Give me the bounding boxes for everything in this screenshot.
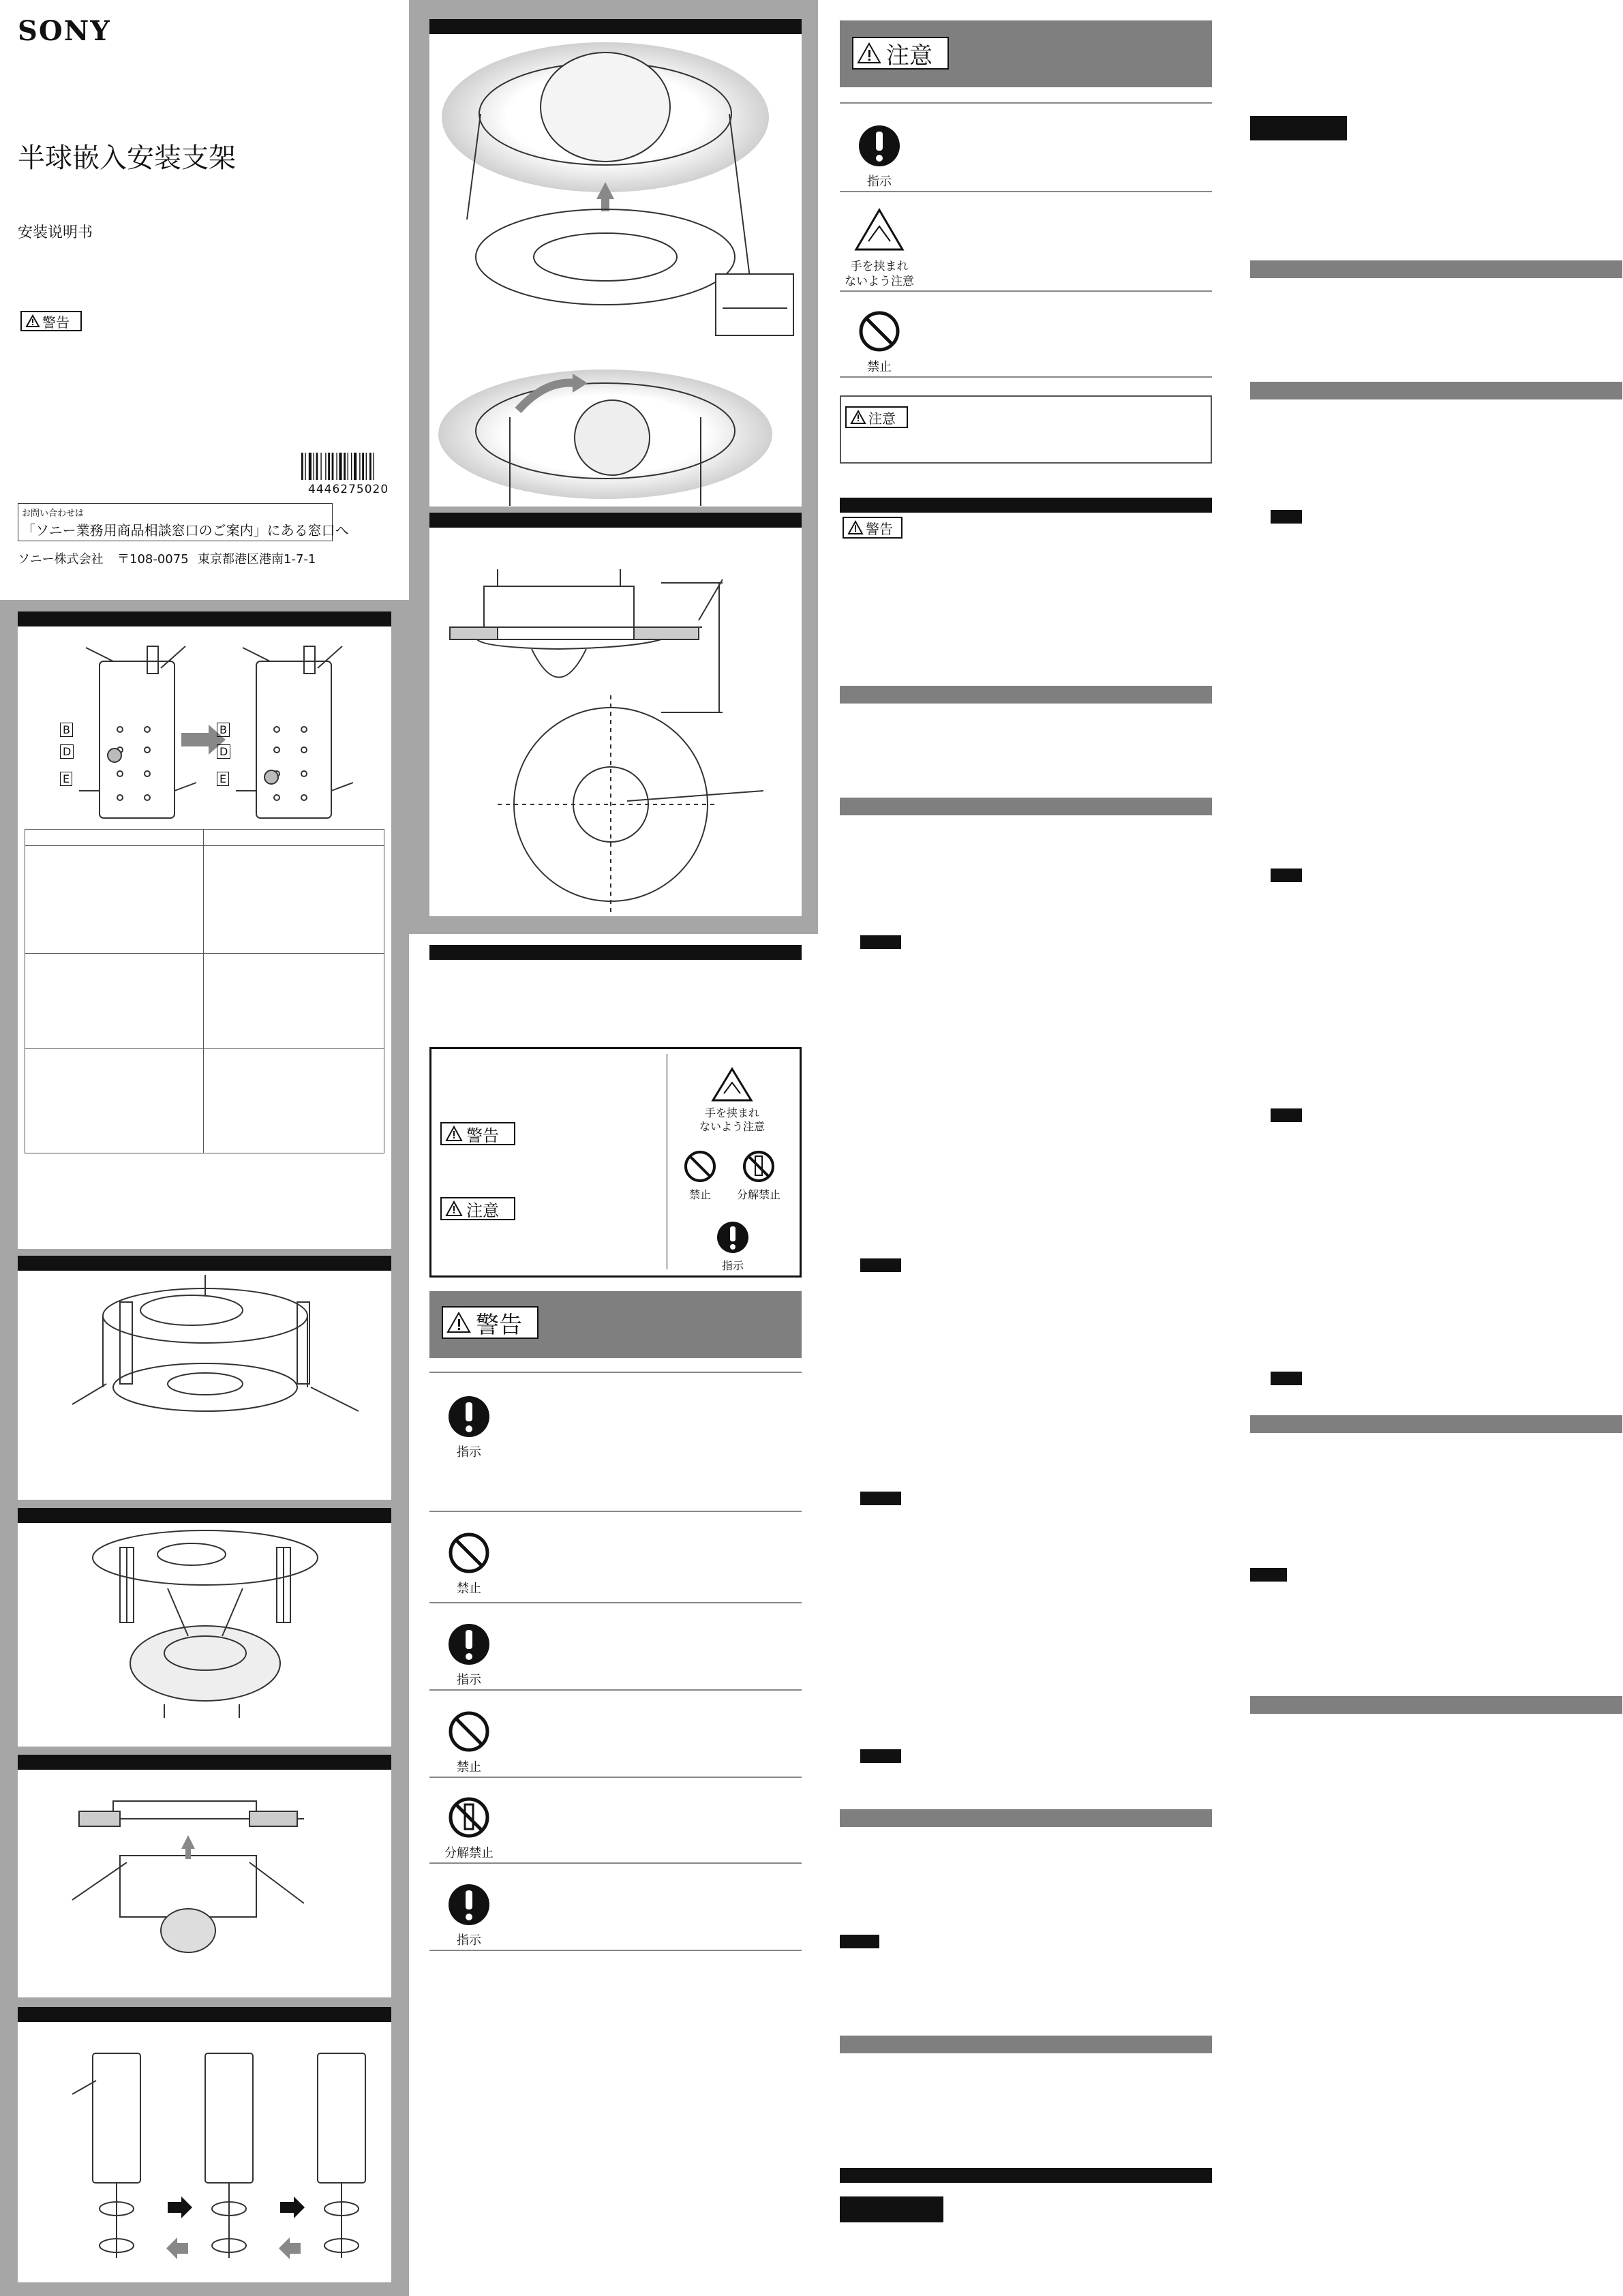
legend-pinch-line1: 手を挟まれ [705,1106,760,1119]
label-d-right: D [217,744,230,759]
warning-section-label: 警告 [476,1311,522,1339]
table-row-divider [25,953,384,954]
table-header-row [25,845,384,846]
ceiling-insert-diagram [18,1774,391,1992]
step-tag [840,1935,879,1948]
label-b-left: B [60,723,73,737]
warning-item6-label: 指示 [457,1933,481,1948]
specification-table [25,829,384,1153]
section-warning-badge [843,517,902,539]
divider [429,1372,802,1373]
warning-triangle-icon [447,1312,470,1333]
caution-item2-line2: ないよう注意 [845,275,914,288]
section-bar-gray [1250,382,1622,399]
dimensions-diagram [429,532,802,913]
step-tag [1271,510,1302,524]
step-tag [1271,868,1302,882]
label-e-right: E [217,772,229,786]
legend-prohibited-label: 禁止 [688,1188,711,1201]
step-tag [1271,1108,1302,1122]
step-tag [860,935,901,949]
warning-item5-label: 分解禁止 [444,1846,494,1860]
label-e-left: E [60,772,72,786]
section-bar-symbols [429,945,802,960]
mount-ring-diagram [18,1275,391,1493]
document-title: 半球嵌入安装支架 [18,142,236,174]
divider [429,1777,802,1778]
warning-triangle-icon [858,43,881,63]
company-address: 東京都港区港南1-7-1 [198,552,316,567]
caution-section-label: 注意 [886,42,932,70]
cover-warning-label: 警告 [42,314,70,331]
divider [429,1511,802,1512]
step-tag [860,1492,901,1505]
table-row-divider [25,1048,384,1049]
dome-cover-diagram [429,35,802,506]
caution-note-label: 注意 [868,410,896,427]
section-bar-gray [840,798,1212,815]
divider [429,1862,802,1864]
brand-logo: SONY [18,15,111,47]
warning-triangle-icon [848,521,863,534]
camera-attach-diagram [18,1527,391,1745]
figure-panel-dimensions-header [429,513,802,528]
section-warning-label: 警告 [866,520,893,537]
divider [840,376,1212,378]
bracket-plate-diagram [18,634,391,839]
prohibited-icon [858,309,901,353]
figure-panel-plates-header [18,611,391,626]
prohibited-icon [683,1149,717,1183]
label-b-right: B [217,723,230,737]
section-bar-gray [840,686,1212,704]
warning-section-badge [442,1306,539,1339]
caution-item1-label: 指示 [867,175,892,189]
divider [840,290,1212,292]
warning-item4-label: 禁止 [457,1760,481,1774]
pinch-hazard-icon [855,209,904,251]
step-tag [860,1258,901,1272]
divider [429,1950,802,1951]
table-column-divider [203,829,204,1153]
prohibited-icon [447,1531,491,1575]
legend-pinch-line2: ないよう注意 [699,1120,765,1133]
company-name: ソニー株式会社 [18,552,104,567]
legend-caution-label: 注意 [466,1200,499,1220]
warning-item1-label: 指示 [457,1445,481,1460]
section-bar [840,2168,1212,2183]
legend-warning-label: 警告 [466,1126,499,1145]
instruction-icon [447,1395,491,1438]
step-tag [1250,1568,1287,1582]
label-d-left: D [60,744,74,759]
section-tag-large [1250,116,1347,140]
clamp-steps-diagram [18,2026,391,2285]
barcode-number: 4446275020 [308,483,389,496]
figure-panel-clamp-steps-header [18,2007,391,2022]
section-bar-gray [1250,1415,1622,1433]
instruction-icon [447,1622,491,1666]
disassembly-prohibited-icon [447,1796,491,1839]
instruction-icon [447,1883,491,1927]
instruction-icon [716,1220,750,1254]
legend-caution-badge [440,1197,515,1220]
figure-panel-mount-ring-header [18,1256,391,1271]
divider [840,191,1212,192]
disassembly-prohibited-icon [742,1149,776,1183]
warning-triangle-icon [851,410,866,424]
warning-triangle-icon [26,315,40,327]
inquiry-main: 「ソニー業務用商品相談窓口のご案内」にある窓口へ [22,522,349,539]
figure-panel-camera-attach-header [18,1508,391,1523]
legend-instruction-label: 指示 [721,1259,744,1272]
warning-triangle-icon [446,1126,462,1141]
caution-note-badge [845,406,908,428]
pinch-hazard-icon [712,1068,753,1102]
section-bar-gray [840,2036,1212,2053]
step-tag [860,1749,901,1763]
barcode [301,453,390,480]
warning-item3-label: 指示 [457,1673,481,1687]
section-bar-gray [1250,1696,1622,1714]
prohibited-icon [447,1710,491,1753]
figure-panel-dome-cover-header [429,19,802,34]
step-tag [1271,1372,1302,1385]
inquiry-small: お問い合わせは [22,509,85,519]
caution-item3-label: 禁止 [867,360,892,374]
legend-warning-badge [440,1122,515,1145]
warning-triangle-icon [446,1201,462,1216]
legend-disassembly-label: 分解禁止 [736,1188,780,1201]
divider [429,1689,802,1691]
cover-warning-badge [20,311,82,331]
caution-note-box [840,395,1212,464]
figure-panel-ceiling-insert-header [18,1755,391,1770]
section-bar [840,498,1212,513]
postal-code: 〒108-0075 [117,552,189,567]
divider [840,102,1212,104]
step-tag-large [840,2196,943,2222]
section-bar-gray [840,1809,1212,1827]
instruction-icon [858,124,901,168]
document-subtitle: 安装说明书 [18,224,93,241]
divider [429,1602,802,1603]
warning-item2-label: 禁止 [457,1582,481,1596]
section-bar-gray [1250,260,1622,278]
caution-section-badge [852,37,949,70]
caution-item2-line1: 手を挟まれ [850,260,909,273]
